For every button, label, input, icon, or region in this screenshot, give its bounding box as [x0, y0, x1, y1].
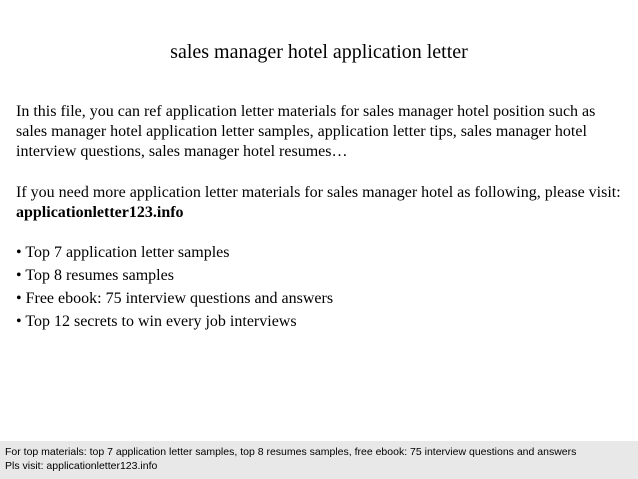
intro-paragraph: In this file, you can ref application letter materials for sales manager hotel position such as sales manager hotel application letter samples, application letter tips, sales manager hotel interview questions, sales manager hotel resumes…: [16, 103, 596, 160]
resource-list: [16, 241, 628, 333]
list-item: • Free ebook: 75 interview questions and answers: [16, 290, 334, 307]
slide-title: sales manager hotel application letter: [170, 41, 468, 63]
site-link[interactable]: applicationletter123.info: [16, 204, 184, 221]
footer-line-visit: Pls visit: applicationletter123.info: [5, 460, 158, 472]
list-item: • Top 7 application letter samples: [16, 244, 230, 261]
footer-line-materials: For top materials: top 7 application letter samples, top 8 resumes samples, free ebook: 75 interview questions and answers: [5, 446, 577, 458]
footer-bar: [0, 441, 638, 479]
list-item: • Top 12 secrets to win every job interviews: [16, 313, 297, 330]
more-info-text: If you need more application letter materials for sales manager hotel as following, please visit:: [16, 184, 621, 201]
more-info-paragraph: [16, 183, 628, 223]
list-item: • Top 8 resumes samples: [16, 267, 174, 284]
